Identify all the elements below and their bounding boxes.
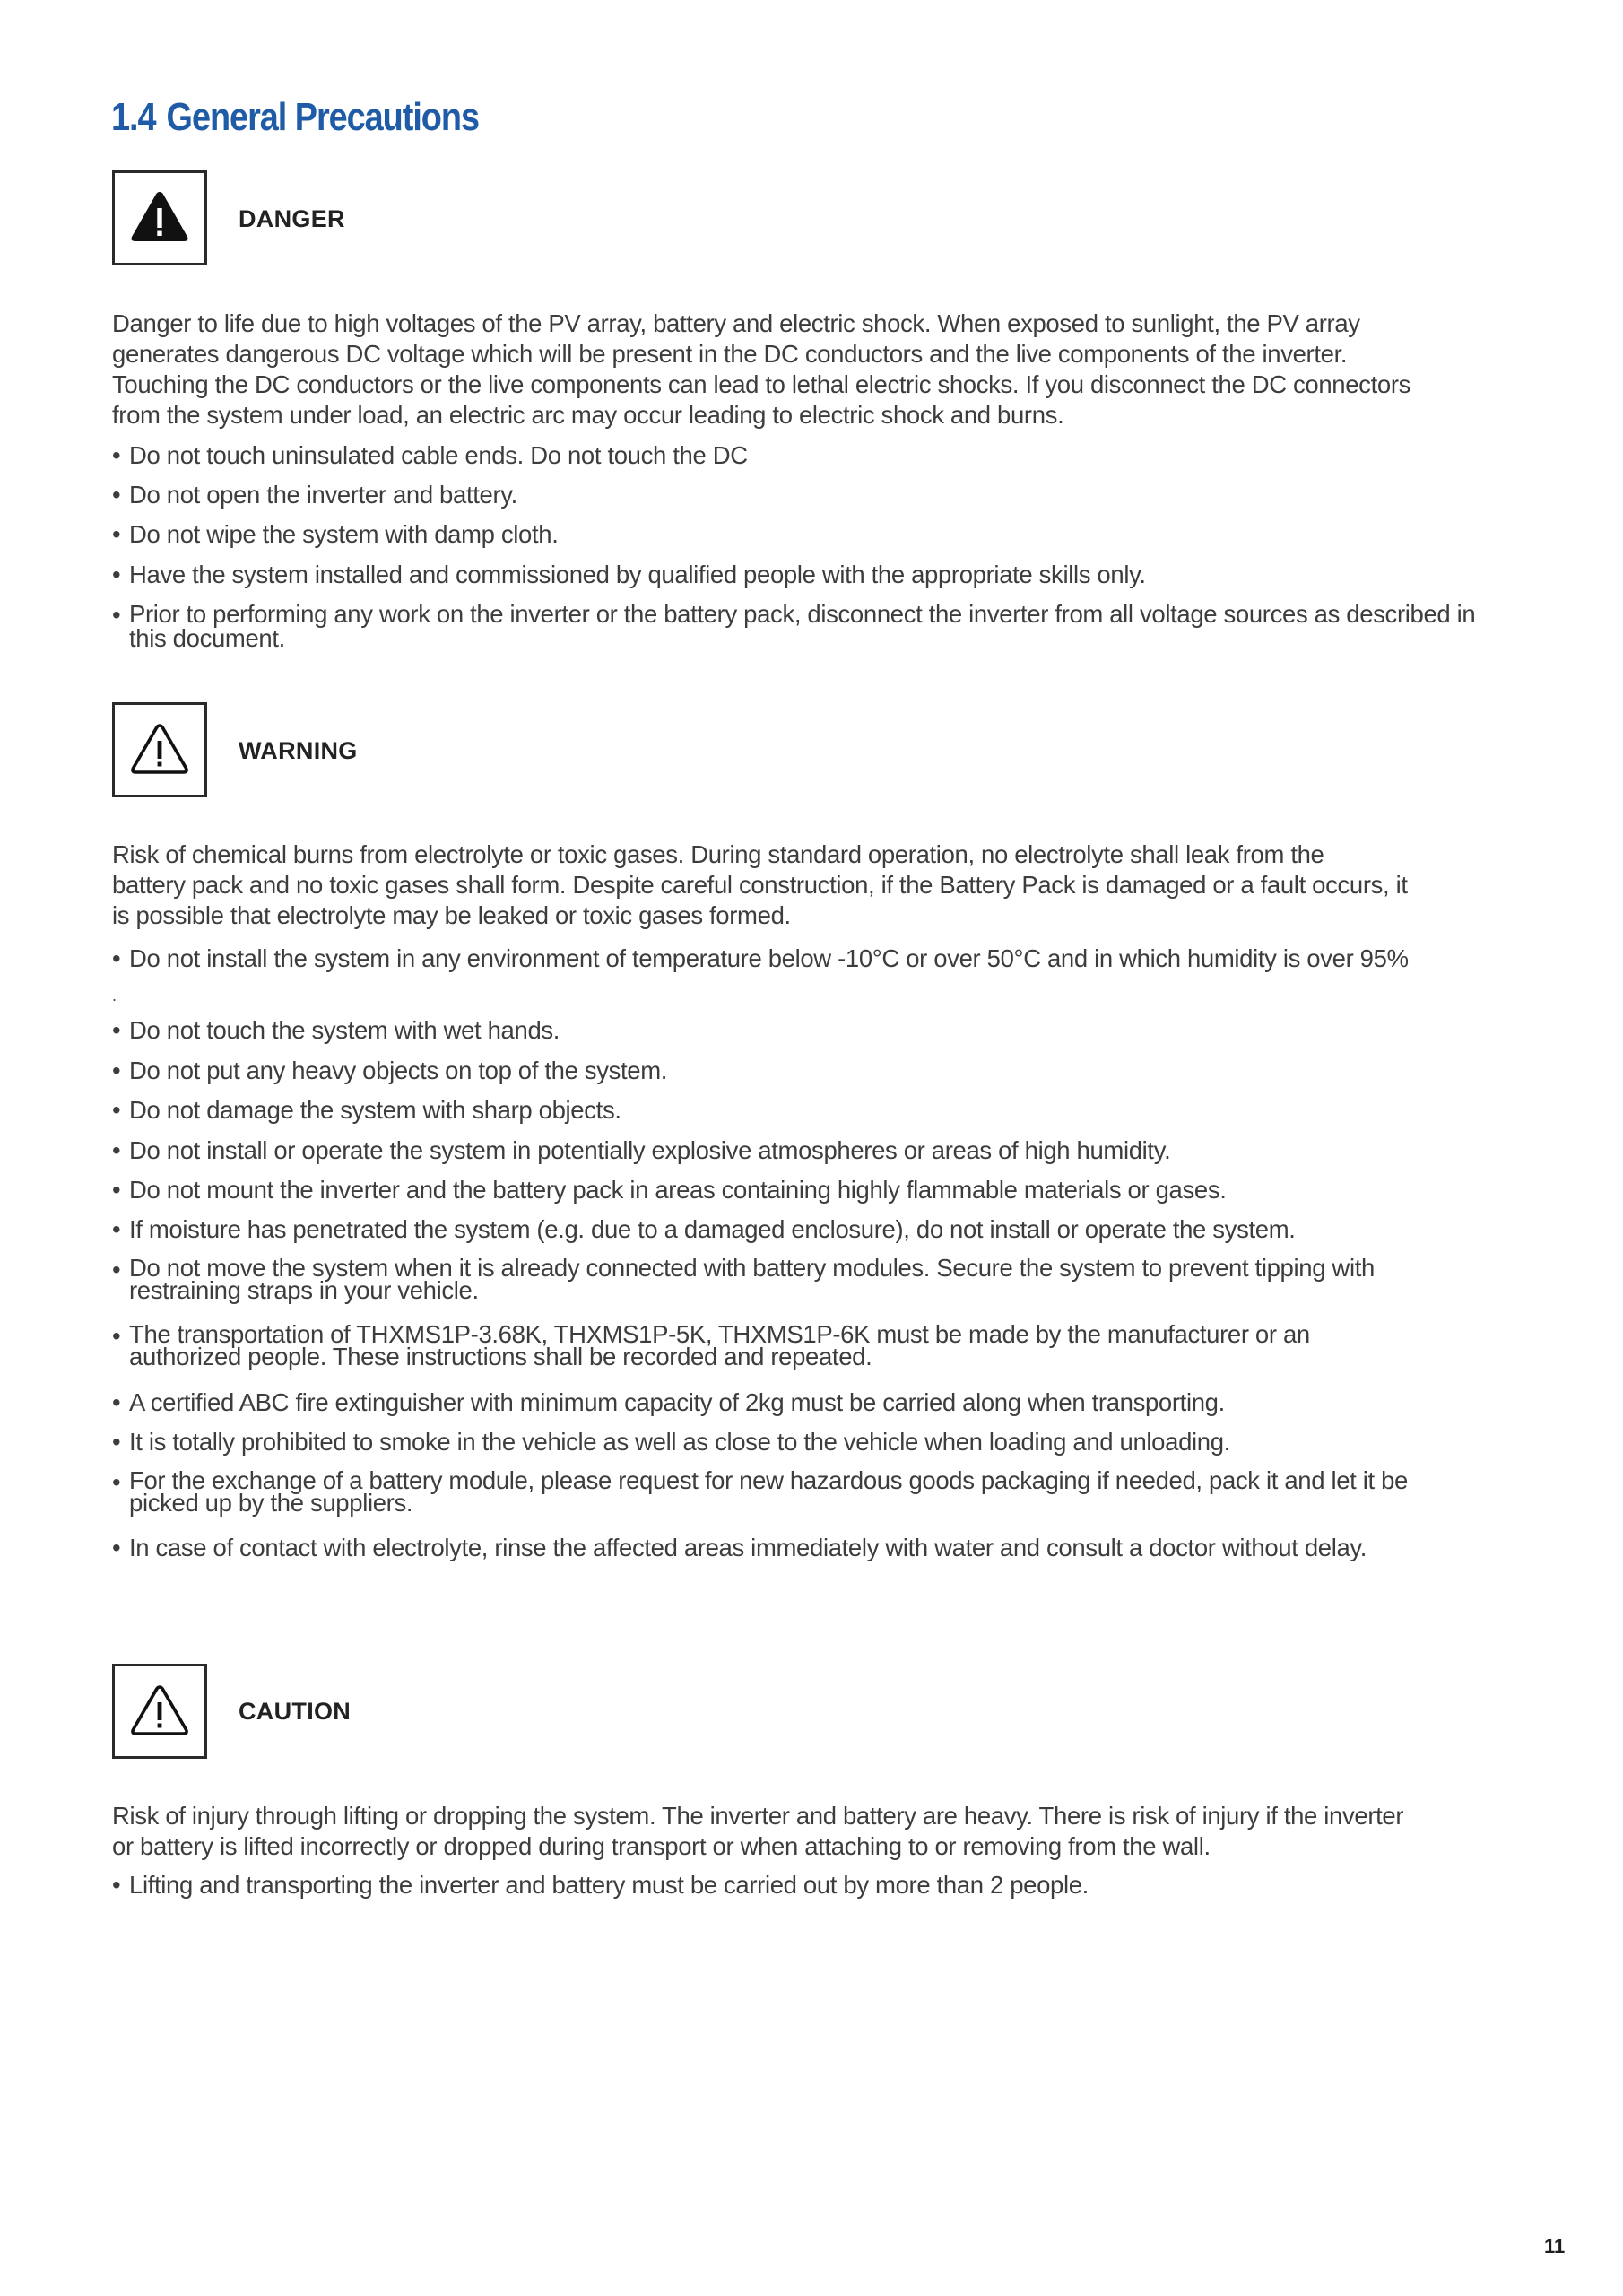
warning-bullet-item: • Do not touch the system with wet hands. [112, 1016, 560, 1044]
warning-bullet-item: • For the exchange of a battery module, please request for new hazardous goods packaging if needed, pack it and let it be picked up by the suppliers. [112, 1466, 1408, 1517]
warning-icon-box [112, 702, 207, 797]
warning-bullet-item: • The transportation of THXMS1P-3.68K, THXMS1P-5K, THXMS1P-6K must be made by the manufacturer or an authorized people. These instructions shall be recorded and repeated. [112, 1320, 1310, 1370]
warning-bullet-item: • Do not damage the system with sharp objects. [112, 1096, 621, 1124]
danger-paragraph-line: generates dangerous DC voltage which will be present in the DC conductors and the live components of the inverter. [112, 340, 1348, 368]
caution-label: CAUTION [239, 1698, 352, 1725]
danger-bullet-item: • Do not touch uninsulated cable ends. Do not touch the DC [112, 441, 748, 469]
danger-bullet-item: • Prior to performing any work on the inverter or the battery pack, disconnect the inverter from all voltage sources as described in this document. [112, 600, 1476, 652]
page-number: 11 [1544, 2235, 1566, 2257]
bullet-icon: • [112, 1871, 121, 1899]
bullet-icon: • [112, 481, 121, 509]
warning-bullet-item: • It is totally prohibited to smoke in the vehicle as well as close to the vehicle when loading and unloading. [112, 1428, 1230, 1456]
bullet-icon: • [112, 1096, 121, 1124]
bullet-icon: • [112, 1176, 121, 1204]
bullet-icon: • [112, 1136, 121, 1164]
warning-paragraph-line: is possible that electrolyte may be leaked or toxic gases formed. [112, 901, 791, 929]
bullet-icon: • [112, 1322, 121, 1350]
warning-paragraph [112, 839, 1511, 931]
warning-label: WARNING [239, 737, 358, 764]
warning-bullet-item: • Do not put any heavy objects on top of the system. [112, 1057, 668, 1084]
danger-bullet-item: • Do not wipe the system with damp cloth. [112, 520, 559, 548]
bullet-icon: • [112, 1057, 121, 1084]
bullet-icon: • [112, 441, 121, 469]
warning-bullet-item: • A certified ABC fire extinguisher with minimum capacity of 2kg must be carried along when transporting. [112, 1388, 1225, 1416]
warning-bullet-item: • Do not install or operate the system in potentially explosive atmospheres or areas of high humidity. [112, 1136, 1171, 1164]
warning-bullet-item: • Do not mount the inverter and the battery pack in areas containing highly flammable materials or gases. [112, 1176, 1227, 1204]
warning-bullet-item: • If moisture has penetrated the system (e.g. due to a damaged enclosure), do not install or operate the system. [112, 1215, 1296, 1243]
bullet-icon: • [112, 1256, 121, 1283]
danger-paragraph [112, 309, 1511, 430]
warning-triangle-filled-icon [128, 187, 191, 249]
danger-bullet-item: • Have the system installed and commissioned by qualified people with the appropriate skills only. [112, 561, 1146, 588]
bullet-icon: • [112, 1534, 121, 1561]
bullet-icon: • [112, 1016, 121, 1044]
section-number: 1.4 [111, 95, 156, 139]
warning-bullet-item: • In case of contact with electrolyte, rinse the affected areas immediately with water and consult a doctor without delay. [112, 1534, 1367, 1561]
bullet-icon: • [112, 944, 121, 972]
bullet-icon: • [112, 1388, 121, 1416]
warning-triangle-outline-icon [128, 718, 191, 781]
section-heading [111, 95, 479, 140]
danger-bullet-item: • Do not open the inverter and battery. [112, 481, 517, 509]
warning-bullet-item: • Do not move the system when it is already connected with battery modules. Secure the system to prevent tipping with restraining straps in your vehicle. [112, 1254, 1375, 1304]
caution-bullet-item: • Lifting and transporting the inverter and battery must be carried out by more than 2 people. [112, 1871, 1089, 1899]
bullet-icon: • [112, 1215, 121, 1243]
danger-icon-box [112, 170, 207, 265]
caution-paragraph-line: or battery is lifted incorrectly or dropped during transport or when attaching to or removing from the wall. [112, 1832, 1211, 1860]
warning-triangle-outline-icon [128, 1680, 191, 1743]
warning-bullet-continuation: . [112, 987, 117, 1004]
bullet-icon: • [112, 1428, 121, 1456]
bullet-icon: • [112, 601, 121, 629]
warning-bullet-item: • Do not install the system in any environment of temperature below -10°C or over 50°C and in which humidity is over 95% [112, 944, 1409, 972]
danger-paragraph-line: Touching the DC conductors or the live components can lead to lethal electric shocks. If you disconnect the DC connectors [112, 370, 1411, 398]
bullet-icon: • [112, 520, 121, 548]
warning-paragraph-line: Risk of chemical burns from electrolyte or toxic gases. During standard operation, no electrolyte shall leak from the [112, 840, 1324, 868]
bullet-icon: • [112, 561, 121, 588]
caution-paragraph-line: Risk of injury through lifting or dropping the system. The inverter and battery are heavy. There is risk of injury if the inverter [112, 1802, 1404, 1830]
warning-paragraph-line: battery pack and no toxic gases shall form. Despite careful construction, if the Battery Pack is damaged or a fault occurs, it [112, 871, 1408, 899]
danger-paragraph-line: from the system under load, an electric arc may occur leading to electric shock and burns. [112, 401, 1064, 429]
section-title: General Precautions [166, 95, 479, 139]
danger-paragraph-line: Danger to life due to high voltages of the PV array, battery and electric shock. When exposed to sunlight, the PV array [112, 309, 1360, 337]
caution-paragraph [112, 1801, 1511, 1862]
danger-label: DANGER [239, 205, 345, 232]
caution-icon-box [112, 1664, 207, 1759]
bullet-icon: • [112, 1468, 121, 1496]
